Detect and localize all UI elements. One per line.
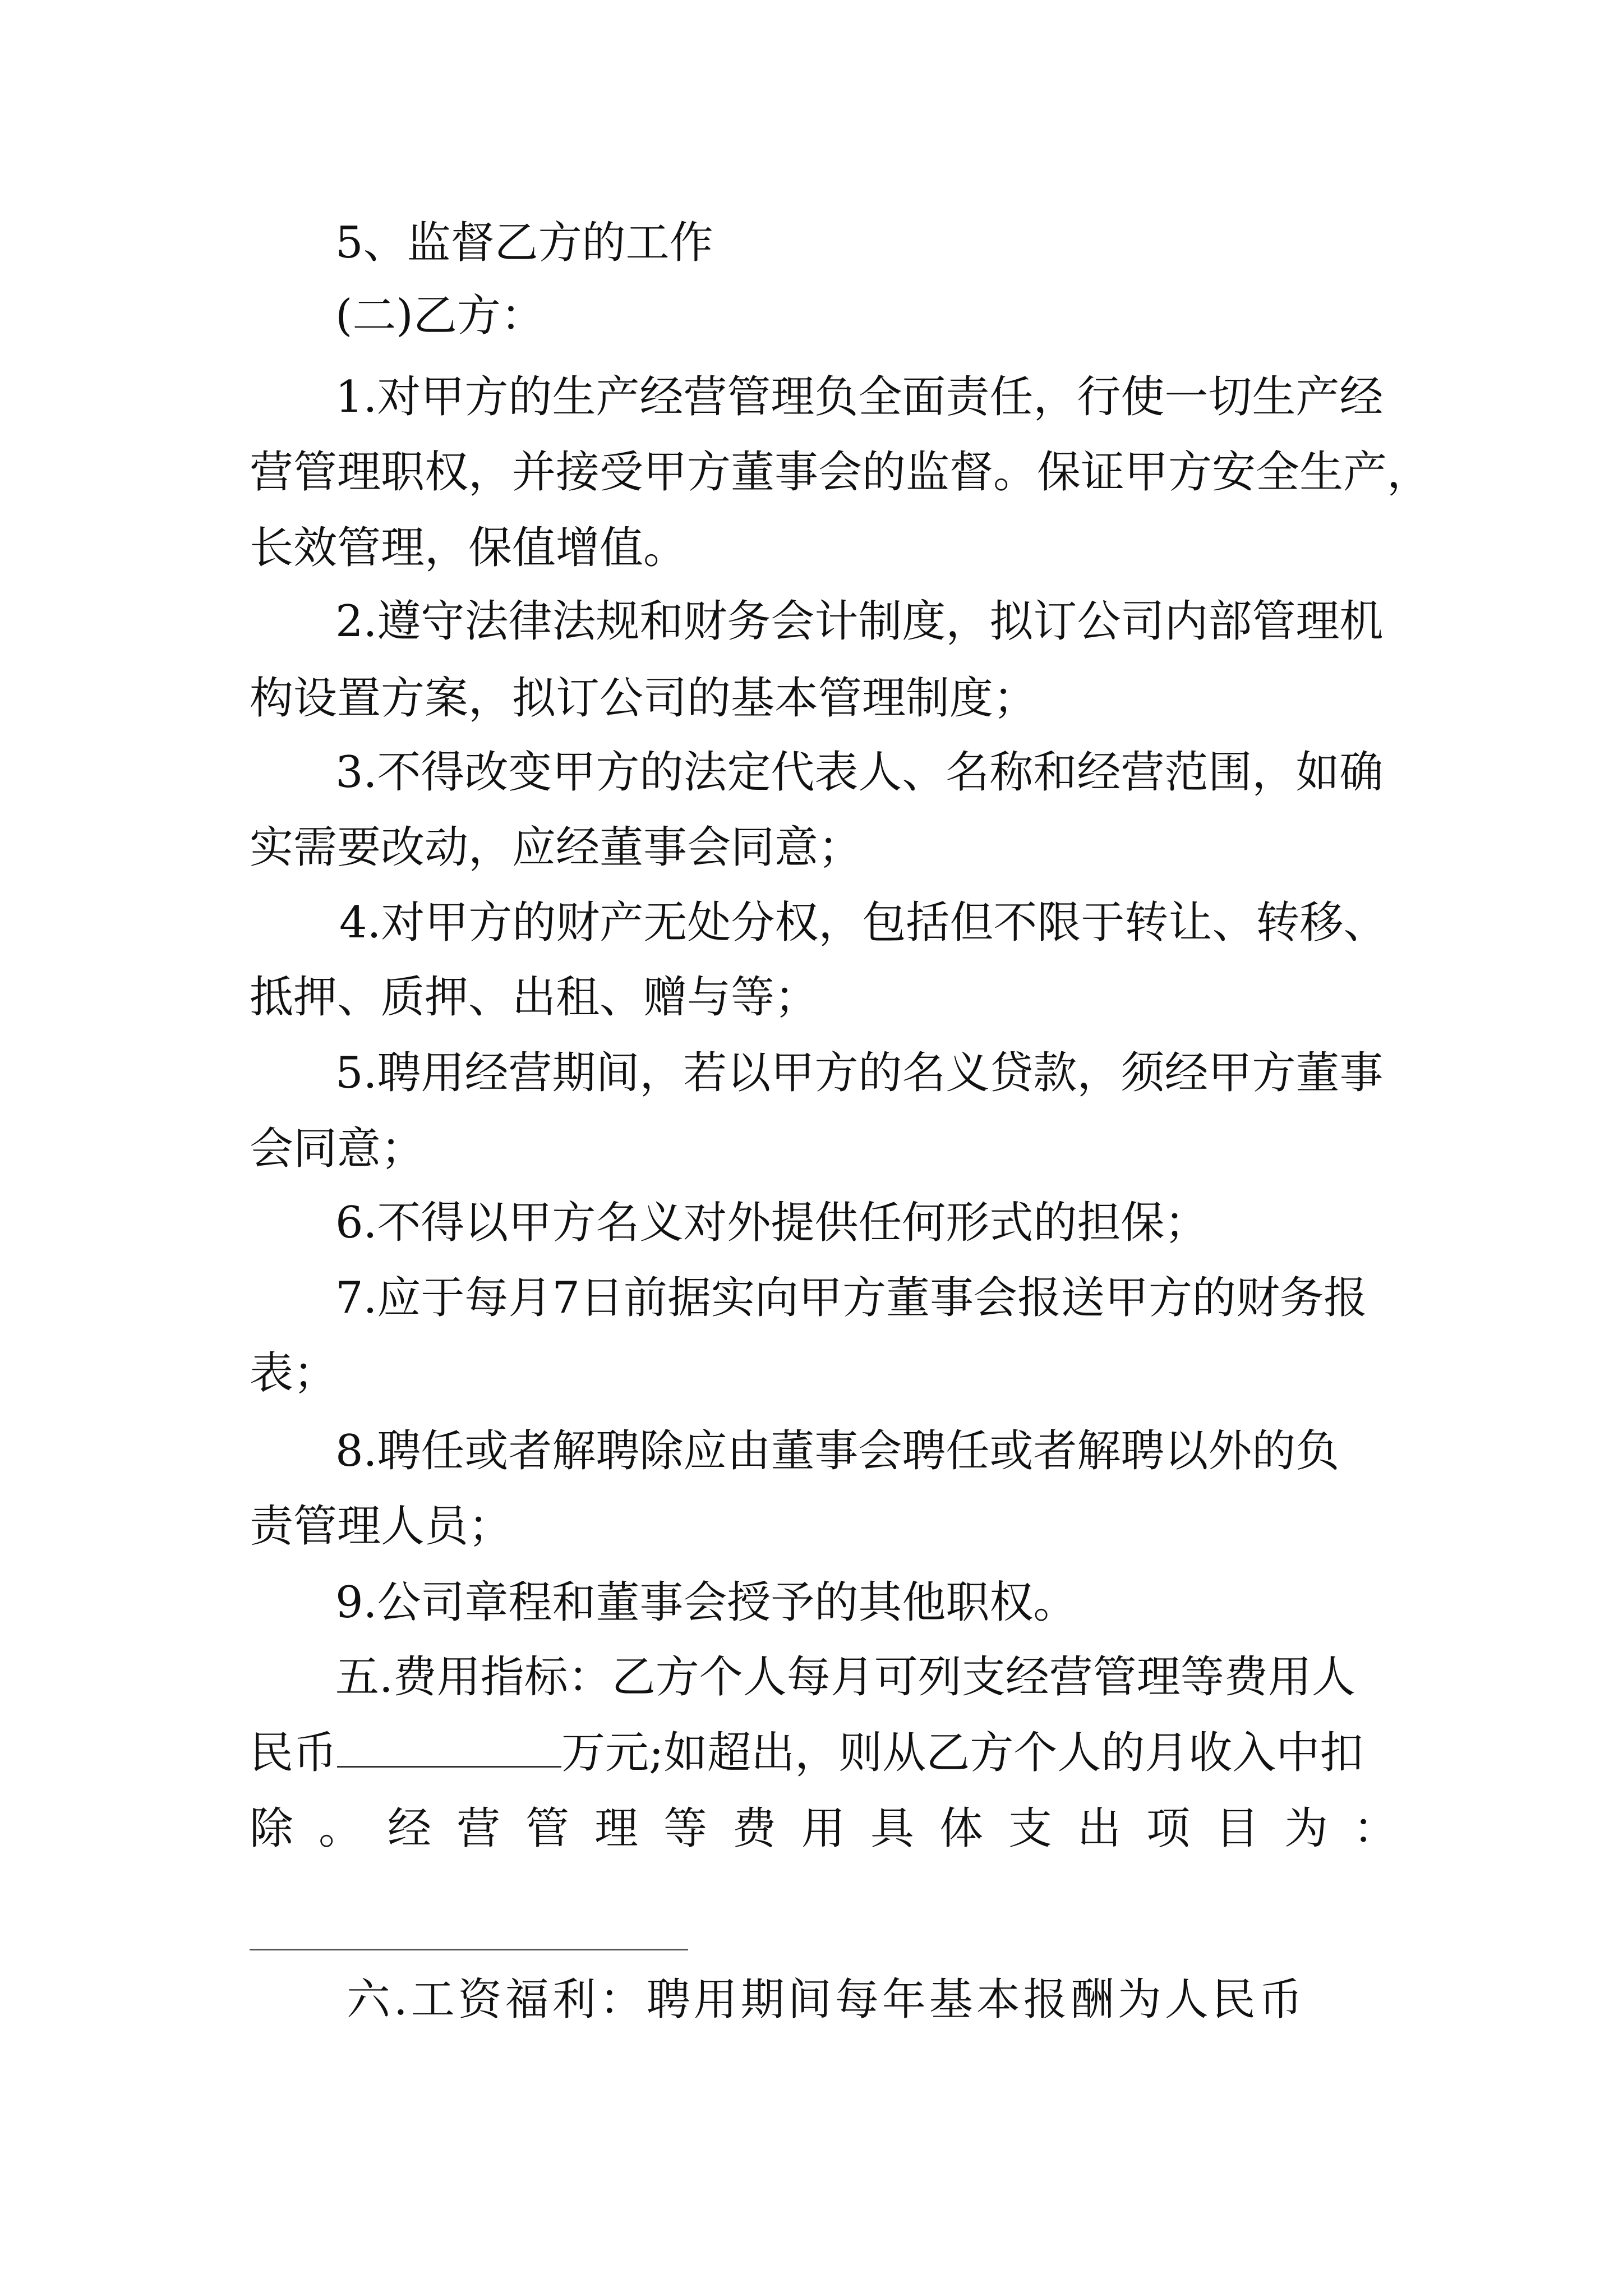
text-line: 六.工资福利：聘用期间每年基本报酬为人民币	[347, 1975, 1306, 2025]
text-line: 2.遵守法律法规和财务会计制度，拟订公司内部管理机	[335, 596, 1384, 647]
text-line: 责管理人员；	[250, 1501, 513, 1552]
text-line: 3.不得改变甲方的法定代表人、名称和经营范围，如确	[335, 747, 1384, 798]
text-line: 抵押、质押、出租、赠与等；	[250, 972, 819, 1023]
text-line: 构设置方案，拟订公司的基本管理制度；	[250, 673, 1038, 724]
fill-in-blank[interactable]	[337, 1732, 561, 1768]
text-line: 5、监督乙方的工作	[335, 218, 713, 268]
text-line: 会同意；	[250, 1124, 425, 1174]
text-line: 五.费用指标：乙方个人每月可列支经营管理等费用人	[335, 1652, 1355, 1703]
text-line: 实需要改动，应经董事会同意；	[250, 822, 863, 873]
text-line: 7.应于每月7日前据实向甲方董事会报送甲方的财务报	[335, 1273, 1368, 1323]
text-line: 长效管理，保值增值。	[250, 523, 688, 573]
text-line: (二)乙方：	[335, 291, 545, 341]
text-line: 除。经营管理等费用具体支出项目为：	[250, 1803, 1423, 1854]
text-line: 1.对甲方的生产经营管理负全面责任，行使一切生产经	[335, 372, 1384, 422]
text-line: 表；	[250, 1348, 338, 1398]
text-line: 4.对甲方的财产无处分权，包括但不限于转让、转移、	[339, 898, 1387, 948]
text-fragment: 民币	[250, 1728, 338, 1778]
text-line: 6.不得以甲方名义对外提供任何形式的担保；	[335, 1198, 1209, 1248]
text-line	[250, 1725, 1385, 1781]
text-line: 8.聘任或者解聘除应由董事会聘任或者解聘以外的负	[335, 1426, 1340, 1476]
text-line: 营管理职权，并接受甲方董事会的监督。保证甲方安全生产，	[250, 447, 1431, 498]
text-line: 9.公司章程和董事会授予的其他职权。	[335, 1577, 1077, 1628]
fill-in-rule[interactable]	[250, 1949, 688, 1950]
text-line: 5.聘用经营期间，若以甲方的名义贷款，须经甲方董事	[335, 1048, 1384, 1098]
text-fragment: 万元;如超出，则从乙方个人的月收入中扣	[561, 1728, 1364, 1778]
